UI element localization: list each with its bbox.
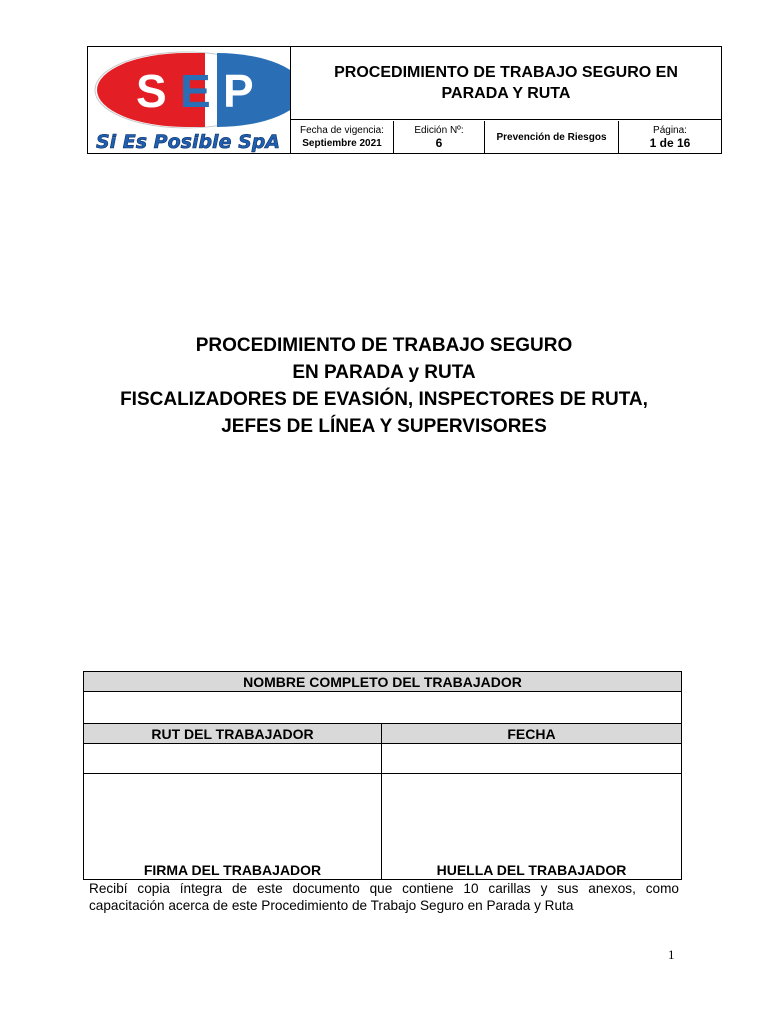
document-title-line: PROCEDIMIENTO DE TRABAJO SEGURO — [195, 335, 573, 356]
company-logo — [88, 47, 291, 153]
fecha-vigencia-value: Septiembre 2021 — [302, 138, 382, 149]
firma-field[interactable] — [84, 774, 382, 879]
document-header — [87, 46, 722, 154]
header-meta-row — [291, 121, 721, 153]
logo-tagline: Si Es Posible SpA — [95, 131, 281, 153]
fecha-header: FECHA — [382, 724, 681, 743]
fecha-vigencia-cell — [291, 121, 394, 153]
document-title — [0, 332, 768, 440]
area-label: Prevención de Riesgos — [496, 131, 607, 143]
firma-huella-row — [84, 773, 681, 879]
rut-header: RUT DEL TRABAJADOR — [84, 724, 382, 743]
fecha-vigencia-label: Fecha de vigencia: — [300, 125, 384, 136]
rut-fecha-header-row — [84, 723, 681, 743]
pagina-label: Página: — [653, 125, 687, 136]
page-number: 1 — [668, 947, 675, 962]
huella-field[interactable] — [382, 774, 681, 879]
document-title-line: JEFES DE LÍNEA Y SUPERVISORES — [221, 416, 547, 437]
name-field[interactable] — [84, 691, 681, 723]
acknowledgement-text: Recibí copia íntegra de este documento que contiene 10 carillas y sus anexos, como capacitación acerca de este Procedimiento de Trabajo Seguro en Parada y Ruta — [89, 881, 679, 913]
pagina-cell — [619, 121, 721, 153]
area-cell — [485, 121, 619, 153]
logo-letter-p: P — [223, 65, 254, 117]
sep-logo-icon — [88, 47, 290, 153]
document-title-line: EN PARADA y RUTA — [292, 362, 476, 383]
pagina-value: 1 de 16 — [649, 136, 691, 150]
huella-label: HUELLA DEL TRABAJADOR — [436, 862, 627, 878]
document-title-line: FISCALIZADORES DE EVASIÓN, INSPECTORES DE RUTA, — [120, 389, 648, 410]
logo-letter-e: E — [180, 65, 211, 117]
edicion-value: 6 — [435, 136, 443, 150]
firma-label: FIRMA DEL TRABAJADOR — [143, 862, 322, 878]
rut-field[interactable] — [84, 744, 382, 773]
edicion-label: Edición Nº: — [414, 125, 464, 136]
edicion-cell — [394, 121, 485, 153]
logo-letter-s: S — [136, 65, 167, 117]
fecha-field[interactable] — [382, 744, 681, 773]
worker-acknowledgement-form — [83, 671, 682, 880]
rut-fecha-input-row — [84, 743, 681, 773]
header-title: PROCEDIMIENTO DE TRABAJO SEGURO EN PARADA Y RUTA — [291, 47, 721, 120]
name-header: NOMBRE COMPLETO DEL TRABAJADOR — [84, 672, 681, 691]
